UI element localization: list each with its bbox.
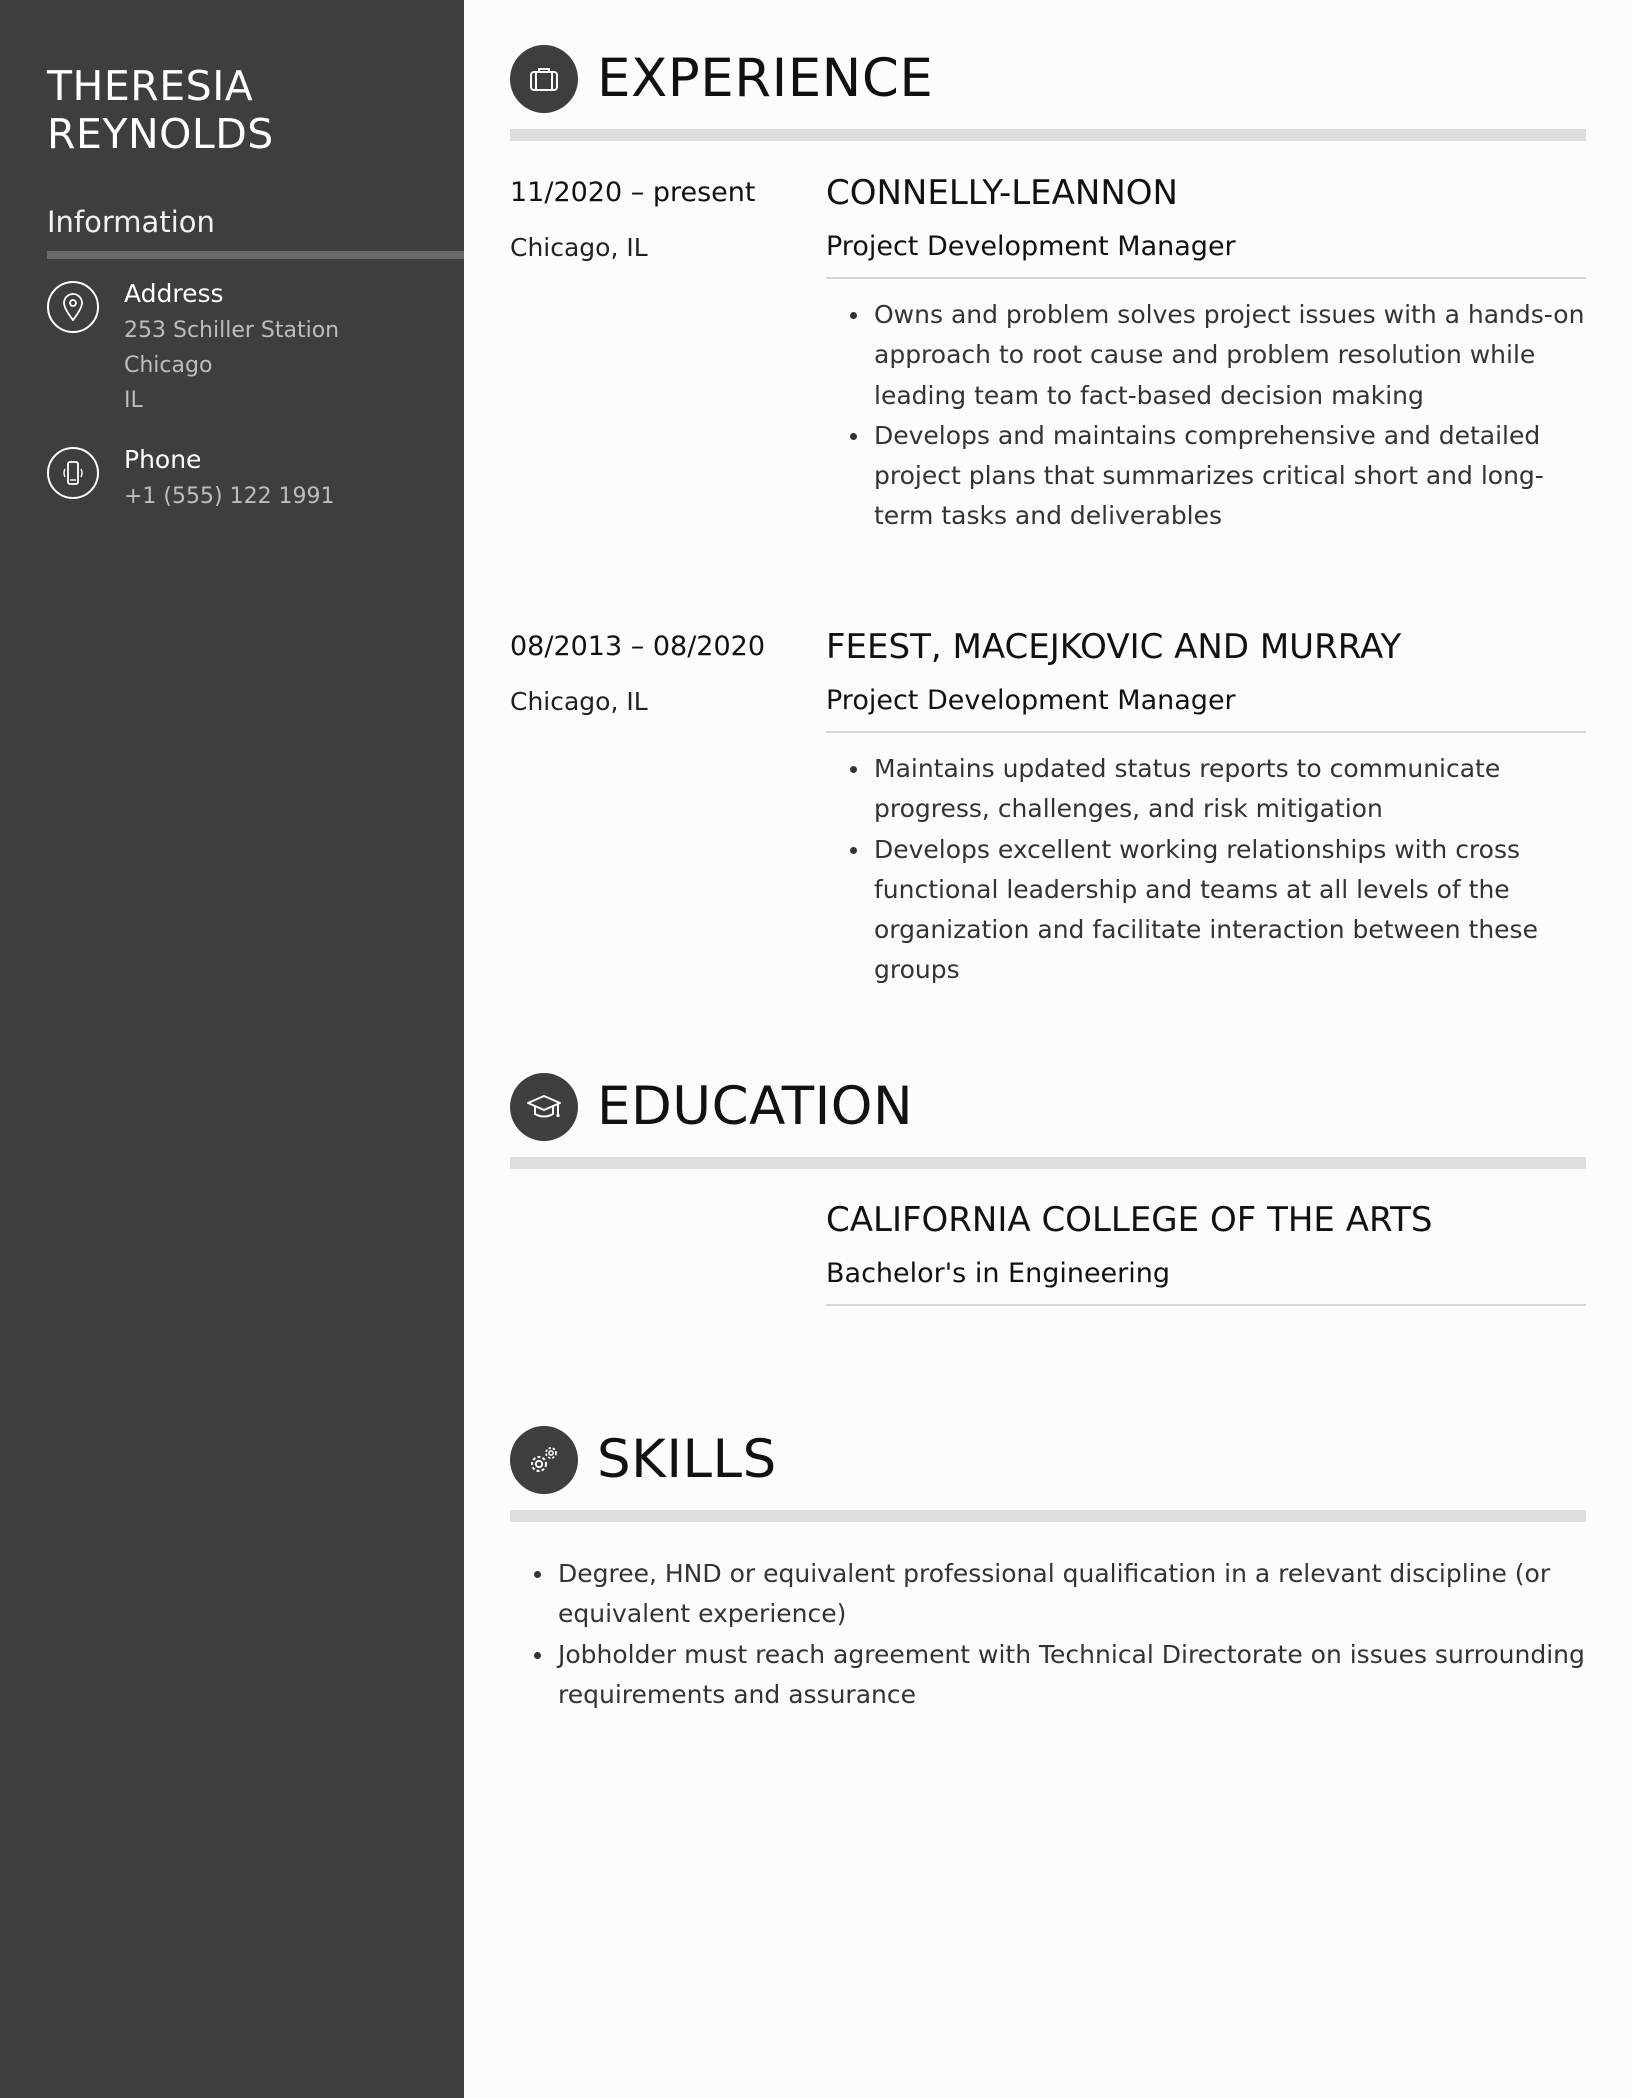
education-divider bbox=[510, 1157, 1586, 1169]
skills-divider bbox=[510, 1510, 1586, 1522]
job-date-range: 08/2013 – 08/2020 bbox=[510, 631, 765, 662]
job-location: Chicago, IL bbox=[510, 687, 648, 716]
job-company: CONNELLY-LEANNON bbox=[826, 173, 1178, 213]
address-lines bbox=[124, 313, 339, 418]
skills-title: SKILLS bbox=[597, 1429, 777, 1490]
job-bullet: Owns and problem solves project issues with a hands-on approach to root cause and problem resolution while leading team to fact-based decision making bbox=[826, 295, 1586, 416]
skills-list bbox=[510, 1554, 1586, 1715]
education-degree: Bachelor's in Engineering bbox=[826, 1258, 1171, 1289]
job-divider bbox=[826, 731, 1586, 733]
name-last: REYNOLDS bbox=[47, 110, 274, 158]
location-pin-icon bbox=[47, 281, 99, 333]
phone-number: +1 (555) 122 1991 bbox=[124, 484, 335, 509]
information-heading: Information bbox=[47, 205, 215, 239]
job-bullet: Develops and maintains comprehensive and detailed project plans that summarizes critical short and long-term tasks and deliverables bbox=[826, 416, 1586, 537]
education-title: EDUCATION bbox=[597, 1076, 914, 1137]
job-divider bbox=[826, 277, 1586, 279]
briefcase-icon bbox=[510, 45, 578, 113]
skill-item: Degree, HND or equivalent professional qualification in a relevant discipline (or equivalent experience) bbox=[510, 1554, 1586, 1635]
job-role: Project Development Manager bbox=[826, 685, 1236, 716]
phone-lines bbox=[124, 479, 335, 514]
skills-section-header bbox=[510, 1426, 1586, 1516]
experience-title: EXPERIENCE bbox=[597, 48, 934, 109]
job-bullet: Maintains updated status reports to communicate progress, challenges, and risk mitigation bbox=[826, 749, 1586, 830]
job-company: FEEST, MACEJKOVIC AND MURRAY bbox=[826, 627, 1402, 667]
experience-divider bbox=[510, 129, 1586, 141]
job-date-range: 11/2020 – present bbox=[510, 177, 756, 208]
education-section-header bbox=[510, 1073, 1586, 1163]
address-label: Address bbox=[124, 279, 224, 308]
skill-item: Jobholder must reach agreement with Technical Directorate on issues surrounding requirements and assurance bbox=[510, 1635, 1586, 1716]
address-line: 253 Schiller Station bbox=[124, 318, 340, 343]
graduation-cap-icon bbox=[510, 1073, 578, 1141]
address-line: Chicago bbox=[124, 353, 213, 378]
mobile-phone-icon bbox=[47, 447, 99, 499]
job-role: Project Development Manager bbox=[826, 231, 1236, 262]
job-location: Chicago, IL bbox=[510, 233, 648, 262]
address-line: IL bbox=[124, 388, 143, 413]
job-bullets bbox=[826, 295, 1586, 537]
job-bullet: Develops excellent working relationships with cross functional leadership and teams at all levels of the organization and facilitate interaction between these groups bbox=[826, 830, 1586, 991]
candidate-name bbox=[47, 62, 274, 158]
phone-label: Phone bbox=[124, 445, 202, 474]
name-first: THERESIA bbox=[47, 62, 254, 110]
sidebar bbox=[0, 0, 464, 2098]
job-bullets bbox=[826, 749, 1586, 991]
education-school: CALIFORNIA COLLEGE OF THE ARTS bbox=[826, 1200, 1433, 1240]
education-entry-divider bbox=[826, 1304, 1586, 1306]
experience-section-header bbox=[510, 45, 1586, 135]
gears-icon bbox=[510, 1426, 578, 1494]
information-divider bbox=[47, 251, 464, 259]
